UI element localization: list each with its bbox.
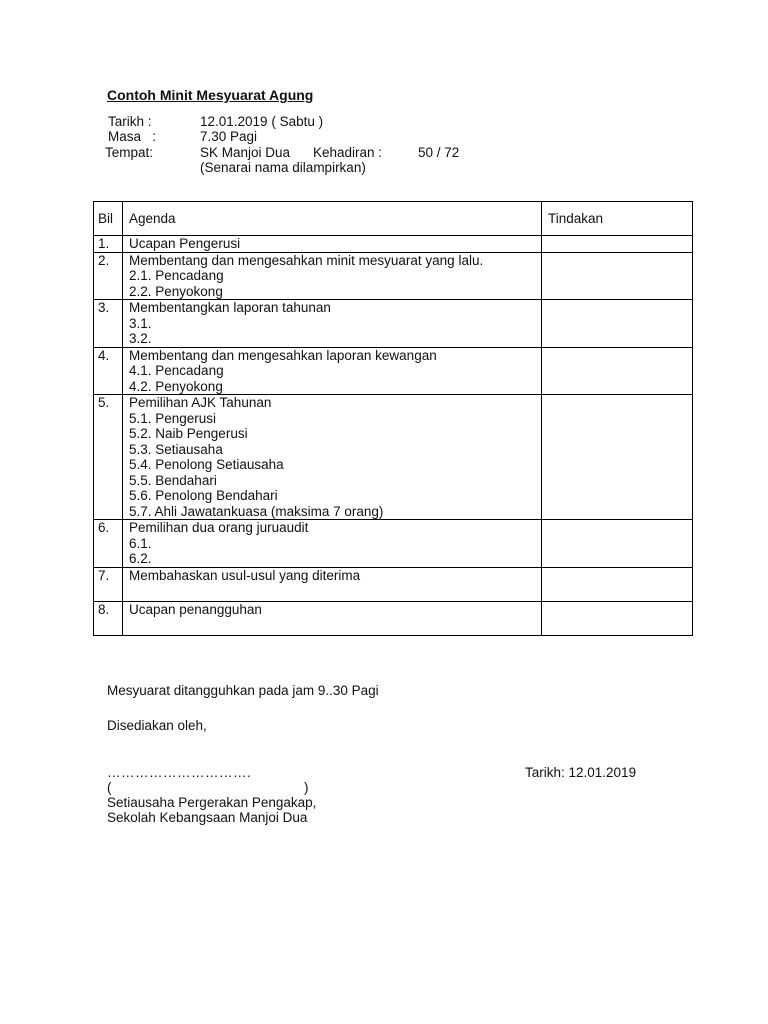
row-tindakan [542,252,693,300]
row-bil: 2. [94,252,123,300]
prepared-by-text: Disediakan oleh, [107,718,207,733]
name-paren-close: ) [304,780,309,795]
row-agenda [123,252,542,300]
row-agenda [123,347,542,395]
masa-label: Masa : [108,129,157,144]
row-bil: 6. [94,520,123,568]
row-agenda [123,236,542,253]
agenda-line: 5.6. Penolong Bendahari [129,488,278,503]
agenda-line: 5.3. Setiausaha [129,441,223,457]
agenda-line: 4.2. Penyokong [129,378,223,394]
kehadiran-value: 50 / 72 [418,145,460,160]
agenda-line: Pemilihan AJK Tahunan [129,395,272,410]
agenda-line: 4.1. Pencadang [129,363,224,378]
row-agenda [123,567,542,601]
row-bil: 7. [94,567,123,601]
agenda-line: 5.4. Penolong Setiausaha [129,457,284,472]
agenda-line: 5.1. Pengerusi [129,410,217,426]
row-agenda [123,395,542,520]
page-title: Contoh Minit Mesyuarat Agung [107,87,314,103]
row-agenda [123,300,542,348]
row-tindakan [542,300,693,348]
row-bil: 1. [94,236,123,253]
signature-date: Tarikh: 12.01.2019 [525,765,637,780]
tarikh-value: 12.01.2019 ( Sabtu ) [200,114,324,129]
table-row [94,395,693,520]
row-tindakan [542,567,693,601]
row-agenda [123,601,542,635]
table-row [94,567,693,601]
agenda-line: 6.1. [129,535,152,551]
signature-dots: …………………………. [107,765,252,780]
agenda-line: 3.1. [129,315,152,331]
row-tindakan [542,520,693,568]
row-bil: 5. [94,395,123,520]
agenda-line: Ucapan Pengerusi [129,236,241,251]
adjourn-text: Mesyuarat ditangguhkan pada jam 9..30 Pagi [107,683,379,698]
header-agenda: Agenda [123,202,542,236]
table-row [94,236,693,253]
row-bil: 4. [94,347,123,395]
agenda-line: Ucapan penangguhan [129,601,262,617]
table-row [94,347,693,395]
tarikh-label: Tarikh : [108,114,152,129]
row-tindakan [542,347,693,395]
agenda-line: Pemilihan dua orang juruaudit [129,520,309,535]
row-bil: 8. [94,601,123,635]
agenda-line: Membentang dan mengesahkan laporan kewangan [129,347,437,363]
agenda-line: Membahaskan usul-usul yang diterima [129,567,361,583]
agenda-line: Membentangkan laporan tahunan [129,300,331,315]
table-row [94,252,693,300]
header-tindakan: Tindakan [542,202,693,236]
tempat-value: SK Manjoi Dua [200,145,291,160]
signatory-position: Setiausaha Pergerakan Pengakap, [107,795,317,810]
table-row [94,300,693,348]
agenda-line: 2.1. Pencadang [129,268,224,283]
row-agenda [123,520,542,568]
row-tindakan [542,236,693,253]
tempat-label: Tempat: [105,145,154,160]
agenda-line: Membentang dan mengesahkan minit mesyuarat yang lalu. [129,252,484,268]
agenda-line: 5.7. Ahli Jawatankuasa (maksima 7 orang) [129,503,384,519]
agenda-line: 5.5. Bendahari [129,472,217,488]
senarai-note: (Senarai nama dilampirkan) [200,160,366,175]
header-bil: Bil [94,202,123,236]
agenda-line: 5.2. Naib Pengerusi [129,426,248,441]
signatory-school: Sekolah Kebangsaan Manjoi Dua [107,810,308,825]
agenda-line: 6.2. [129,551,152,566]
table-row [94,520,693,568]
agenda-line: 3.2. [129,331,152,346]
masa-value: 7.30 Pagi [200,129,258,144]
table-header-row [94,202,693,236]
row-tindakan [542,601,693,635]
row-tindakan [542,395,693,520]
table-row [94,601,693,635]
name-paren-open: ( [107,780,112,795]
agenda-line: 2.2. Penyokong [129,283,223,299]
row-bil: 3. [94,300,123,348]
agenda-table [93,201,693,636]
kehadiran-label: Kehadiran : [313,145,383,160]
